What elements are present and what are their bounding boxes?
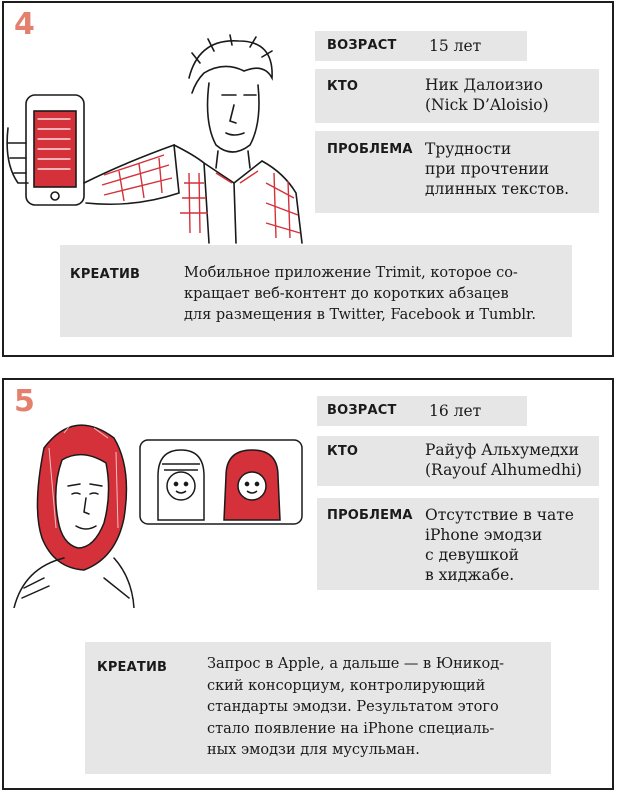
problem-value: Отсутствие в чате iPhone эмодзи с девушкой в хиджабе. — [425, 506, 574, 584]
age-label: ВОЗРАСТ — [327, 38, 397, 53]
creative-label: КРЕАТИВ — [70, 267, 141, 282]
creative-value: Запрос в Apple, а дальше — в Юникод- ский консорциум, контролирующий стандарты эмодзи. Результатом этого стало появление на iPhone специаль- ных эмодзи для мусульман. — [207, 656, 505, 758]
creative-label: КРЕАТИВ — [97, 660, 168, 675]
card-number: 4 — [14, 7, 35, 42]
card-number: 5 — [14, 384, 35, 419]
creative-value: Мобильное приложение Trimit, которое со- кращает веб-контент до коротких абзацев для размещения в Twitter, Facebook и Tumblr. — [184, 265, 536, 323]
problem-value: Трудности при прочтении длинных текстов. — [425, 140, 570, 198]
boy-with-phone-illustration — [4, 33, 304, 248]
who-value: Ник Далоизио (Nick D’Aloisio) — [425, 76, 549, 114]
who-value: Райуф Альхумедхи (Rayouf Alhumedhi) — [425, 441, 582, 479]
who-label: КТО — [327, 79, 359, 94]
who-label: КТО — [327, 444, 359, 459]
age-value: 16 лет — [429, 402, 482, 420]
age-label: ВОЗРАСТ — [327, 403, 397, 418]
profile-card-4 — [2, 1, 614, 357]
woman-in-hijab-illustration — [4, 408, 144, 608]
age-value: 15 лет — [429, 37, 482, 55]
problem-label: ПРОБЛЕМА — [327, 142, 413, 157]
problem-label: ПРОБЛЕМА — [327, 508, 413, 523]
emoji-speech-bubble — [136, 436, 306, 528]
profile-card-5 — [2, 378, 614, 790]
